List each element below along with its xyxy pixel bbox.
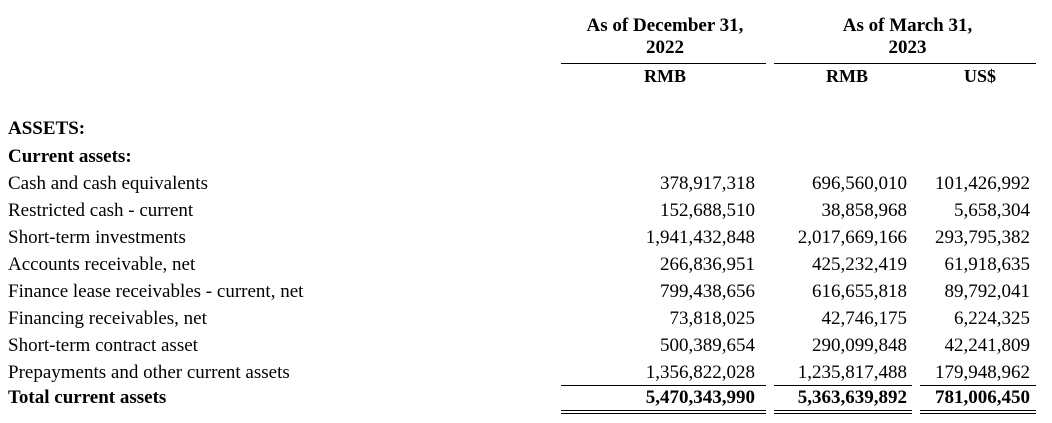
- line-item-mar-rmb: 696,560,010: [812, 173, 907, 194]
- column-header-mar-line2: 2023: [888, 37, 927, 58]
- line-item-label: Cash and cash equivalents: [8, 173, 208, 194]
- total-mar-usd: 781,006,450: [935, 387, 1030, 408]
- total-rule-dec-2: [561, 413, 766, 414]
- line-item-dec-rmb: 152,688,510: [660, 200, 755, 221]
- line-item-mar-usd: 5,658,304: [954, 200, 1030, 221]
- header-rule-mar: [774, 63, 1036, 64]
- total-mar-rmb: 5,363,639,892: [797, 387, 907, 408]
- currency-label-dec-rmb: RMB: [644, 66, 686, 86]
- subtotal-rule-mar-rmb: [774, 385, 912, 386]
- line-item-mar-rmb: 290,099,848: [812, 335, 907, 356]
- line-item-dec-rmb: 378,917,318: [660, 173, 755, 194]
- line-item-dec-rmb: 1,941,432,848: [645, 227, 755, 248]
- line-item-mar-usd: 89,792,041: [944, 281, 1030, 302]
- line-item-mar-rmb: 42,746,175: [821, 308, 907, 329]
- line-item-mar-rmb: 616,655,818: [812, 281, 907, 302]
- total-rule-mar-usd-1: [920, 410, 1036, 411]
- total-dec-rmb: 5,470,343,990: [645, 387, 755, 408]
- line-item-mar-usd: 42,241,809: [944, 335, 1030, 356]
- subsection-heading: Current assets:: [8, 146, 132, 167]
- total-rule-mar-usd-2: [920, 413, 1036, 414]
- line-item-label: Restricted cash - current: [8, 200, 194, 221]
- line-item-label: Short-term contract asset: [8, 335, 198, 356]
- total-rule-mar-rmb-2: [774, 413, 912, 414]
- column-header-mar-line1: As of March 31,: [842, 15, 973, 36]
- line-item-mar-rmb: 2,017,669,166: [797, 227, 907, 248]
- line-item-dec-rmb: 73,818,025: [669, 308, 755, 329]
- column-header-dec-line2: 2022: [646, 37, 684, 58]
- currency-label-mar-usd: US$: [963, 66, 996, 86]
- column-header-mar-2023: [775, 15, 1040, 59]
- subtotal-rule-dec: [561, 385, 766, 386]
- currency-label-mar-rmb: RMB: [826, 66, 868, 86]
- line-item-dec-rmb: 799,438,656: [660, 281, 755, 302]
- line-item-dec-rmb: 1,356,822,028: [645, 362, 755, 383]
- total-rule-mar-rmb-1: [774, 410, 912, 411]
- section-heading: ASSETS:: [8, 118, 86, 139]
- line-item-mar-usd: 101,426,992: [935, 173, 1030, 194]
- line-item-label: Accounts receivable, net: [8, 254, 196, 275]
- line-item-dec-rmb: 266,836,951: [660, 254, 755, 275]
- total-label: Total current assets: [8, 387, 167, 408]
- column-header-dec-line1: As of December 31,: [586, 15, 744, 36]
- subtotal-rule-mar-usd: [920, 385, 1036, 386]
- line-item-label: Short-term investments: [8, 227, 186, 248]
- total-rule-dec-1: [561, 410, 766, 411]
- line-item-label: Financing receivables, net: [8, 308, 207, 329]
- line-item-dec-rmb: 500,389,654: [660, 335, 755, 356]
- column-header-dec-2022: [565, 15, 765, 59]
- line-item-mar-rmb: 1,235,817,488: [797, 362, 907, 383]
- line-item-mar-usd: 179,948,962: [935, 362, 1030, 383]
- line-item-mar-usd: 6,224,325: [954, 308, 1030, 329]
- line-item-label: Finance lease receivables - current, net: [8, 281, 304, 302]
- header-rule-dec: [561, 63, 766, 64]
- line-item-mar-rmb: 38,858,968: [821, 200, 907, 221]
- line-item-label: Prepayments and other current assets: [8, 362, 290, 383]
- line-item-mar-rmb: 425,232,419: [812, 254, 907, 275]
- line-item-mar-usd: 293,795,382: [935, 227, 1030, 248]
- line-item-mar-usd: 61,918,635: [944, 254, 1030, 275]
